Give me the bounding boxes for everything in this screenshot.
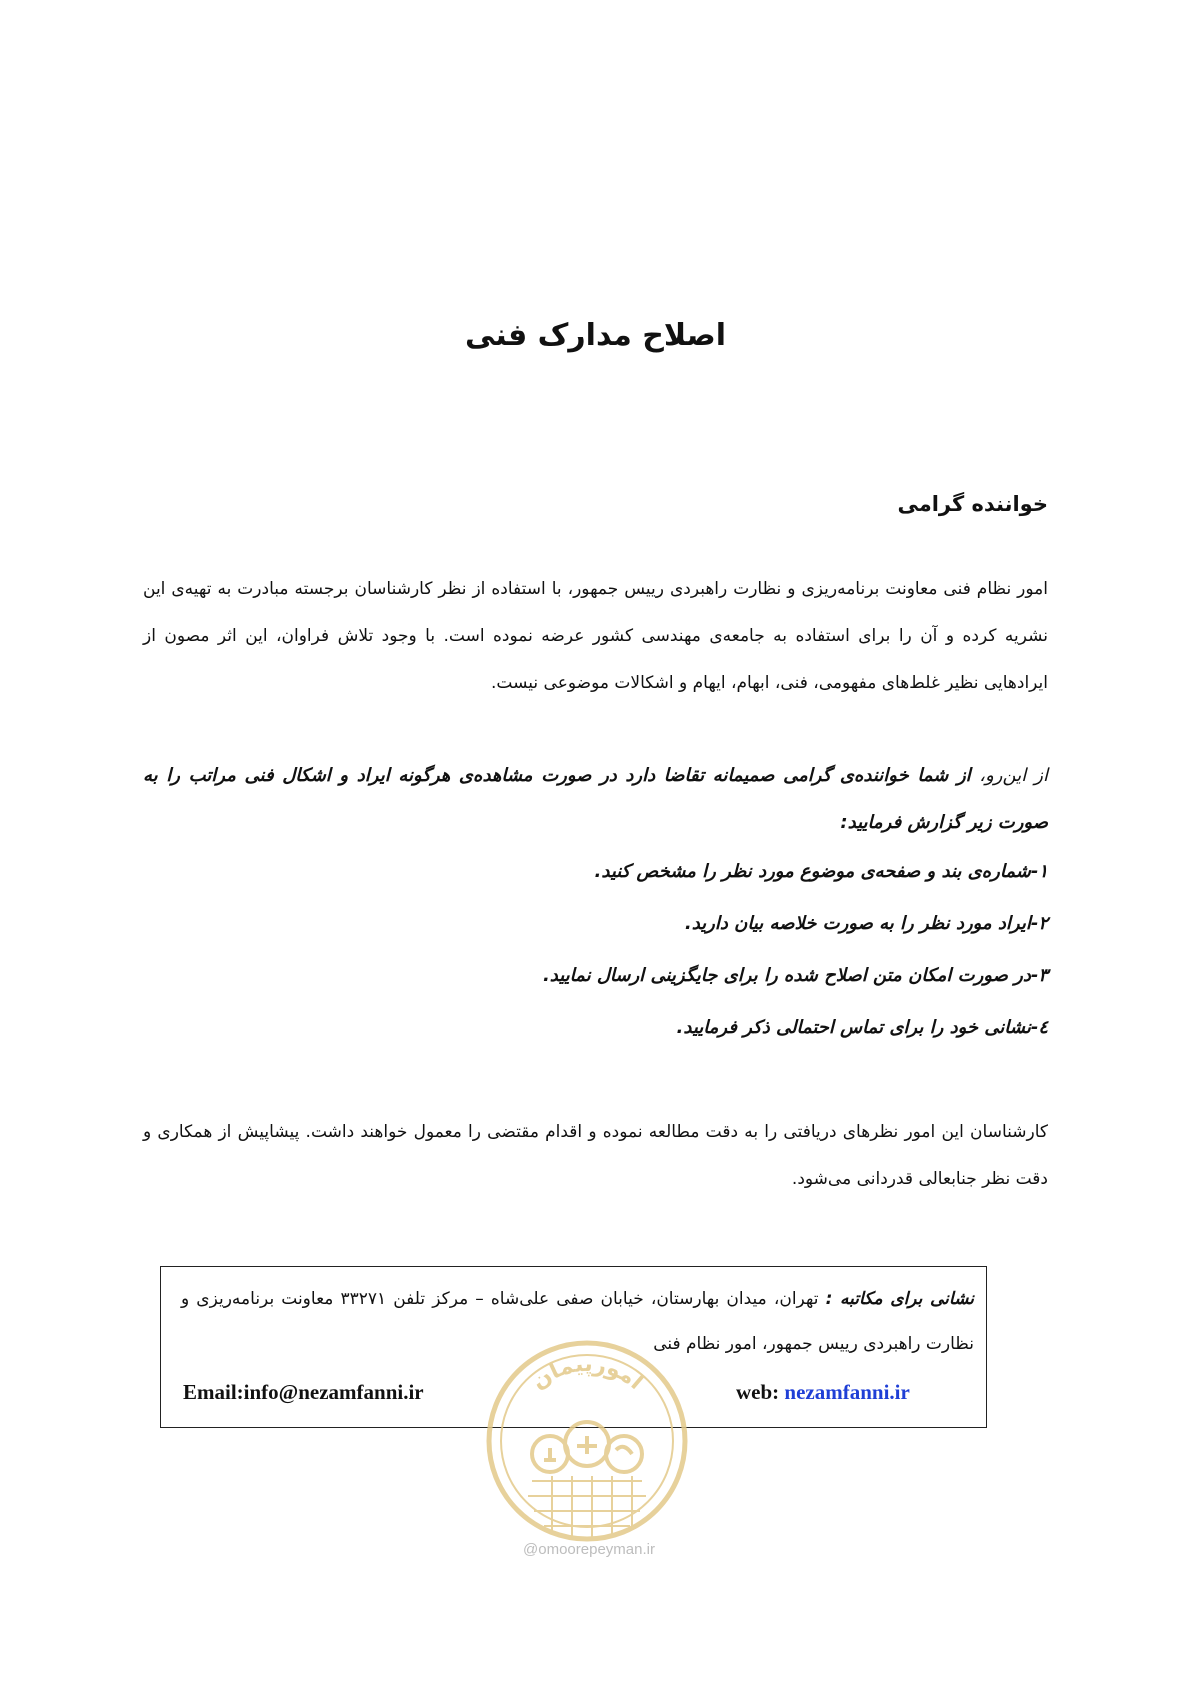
contact-box — [160, 1266, 987, 1428]
request-section — [143, 752, 1048, 1054]
contact-email[interactable]: Email:info@nezamfanni.ir — [183, 1380, 424, 1404]
page-title: اصلاح مدارک فنی — [465, 318, 726, 353]
intro-paragraph: امور نظام فنی معاونت برنامه‌ریزی و نظارت راهبردی رییس جمهور، با استفاده از نظر کارشناسان برجسته مبادرت به تهیه‌ی این نشریه کرده و آن را برای استفاده به جامعه‌ی مهندسی کشور عرضه نموده است. با وجود تلاش فراوان، این اثر مصون از ایرادهایی نظیر غلط‌های مفهومی، فنی، ابهام، ایهام و اشکالات موضوعی نیست. — [143, 579, 1048, 693]
web-label: web: — [736, 1380, 780, 1404]
seal-text: امورپیمان — [527, 1351, 648, 1395]
contact-label: نشانی برای مکاتبه : — [825, 1289, 974, 1309]
watermark-credit: @omoorepeyman.ir — [523, 1541, 655, 1558]
request-lead: از این‌رو، — [979, 765, 1048, 786]
closing-paragraph: کارشناسان این امور نظرهای دریافتی را به دقت مطالعه نموده و اقدام مقتضی را معمول خواهند داشت. پیشاپیش از همکاری و دقت نظر جنابعالی قدردانی می‌شود. — [143, 1122, 1048, 1189]
request-item-3: ۳-در صورت امکان متن اصلاح شده را برای جایگزینی ارسال نمایید. — [542, 965, 1048, 986]
request-text: از شما خواننده‌ی گرامی صمیمانه تقاضا دارد در صورت مشاهده‌ی هرگونه ایراد و اشکال فنی مراتب را به صورت زیر گزارش فرمایید: — [143, 765, 1048, 833]
contact-web — [736, 1380, 910, 1405]
contact-address-block — [181, 1277, 974, 1367]
contact-address: تهران، میدان بهارستان، خیابان صفی علی‌شاه – مرکز تلفن ۳۳۲۷۱ معاونت برنامه‌ریزی و نظارت راهبردی رییس جمهور، امور نظام فنی — [181, 1289, 974, 1354]
gear-seal-icon — [532, 1422, 642, 1472]
salutation-heading: خواننده گرامی — [897, 492, 1048, 516]
web-link[interactable]: nezamfanni.ir — [784, 1380, 910, 1404]
request-item-2: ۲-ایراد مورد نظر را به صورت خلاصه بیان دارید. — [684, 913, 1048, 934]
request-item-4: ٤-نشانی خود را برای تماس احتمالی ذکر فرمایید. — [676, 1017, 1048, 1038]
request-paragraph — [143, 752, 1048, 846]
request-item-1: ۱-شماره‌ی بند و صفحه‌ی موضوع مورد نظر را مشخص کنید. — [594, 861, 1048, 882]
seal-grid — [528, 1476, 646, 1540]
request-list — [143, 846, 1048, 1054]
